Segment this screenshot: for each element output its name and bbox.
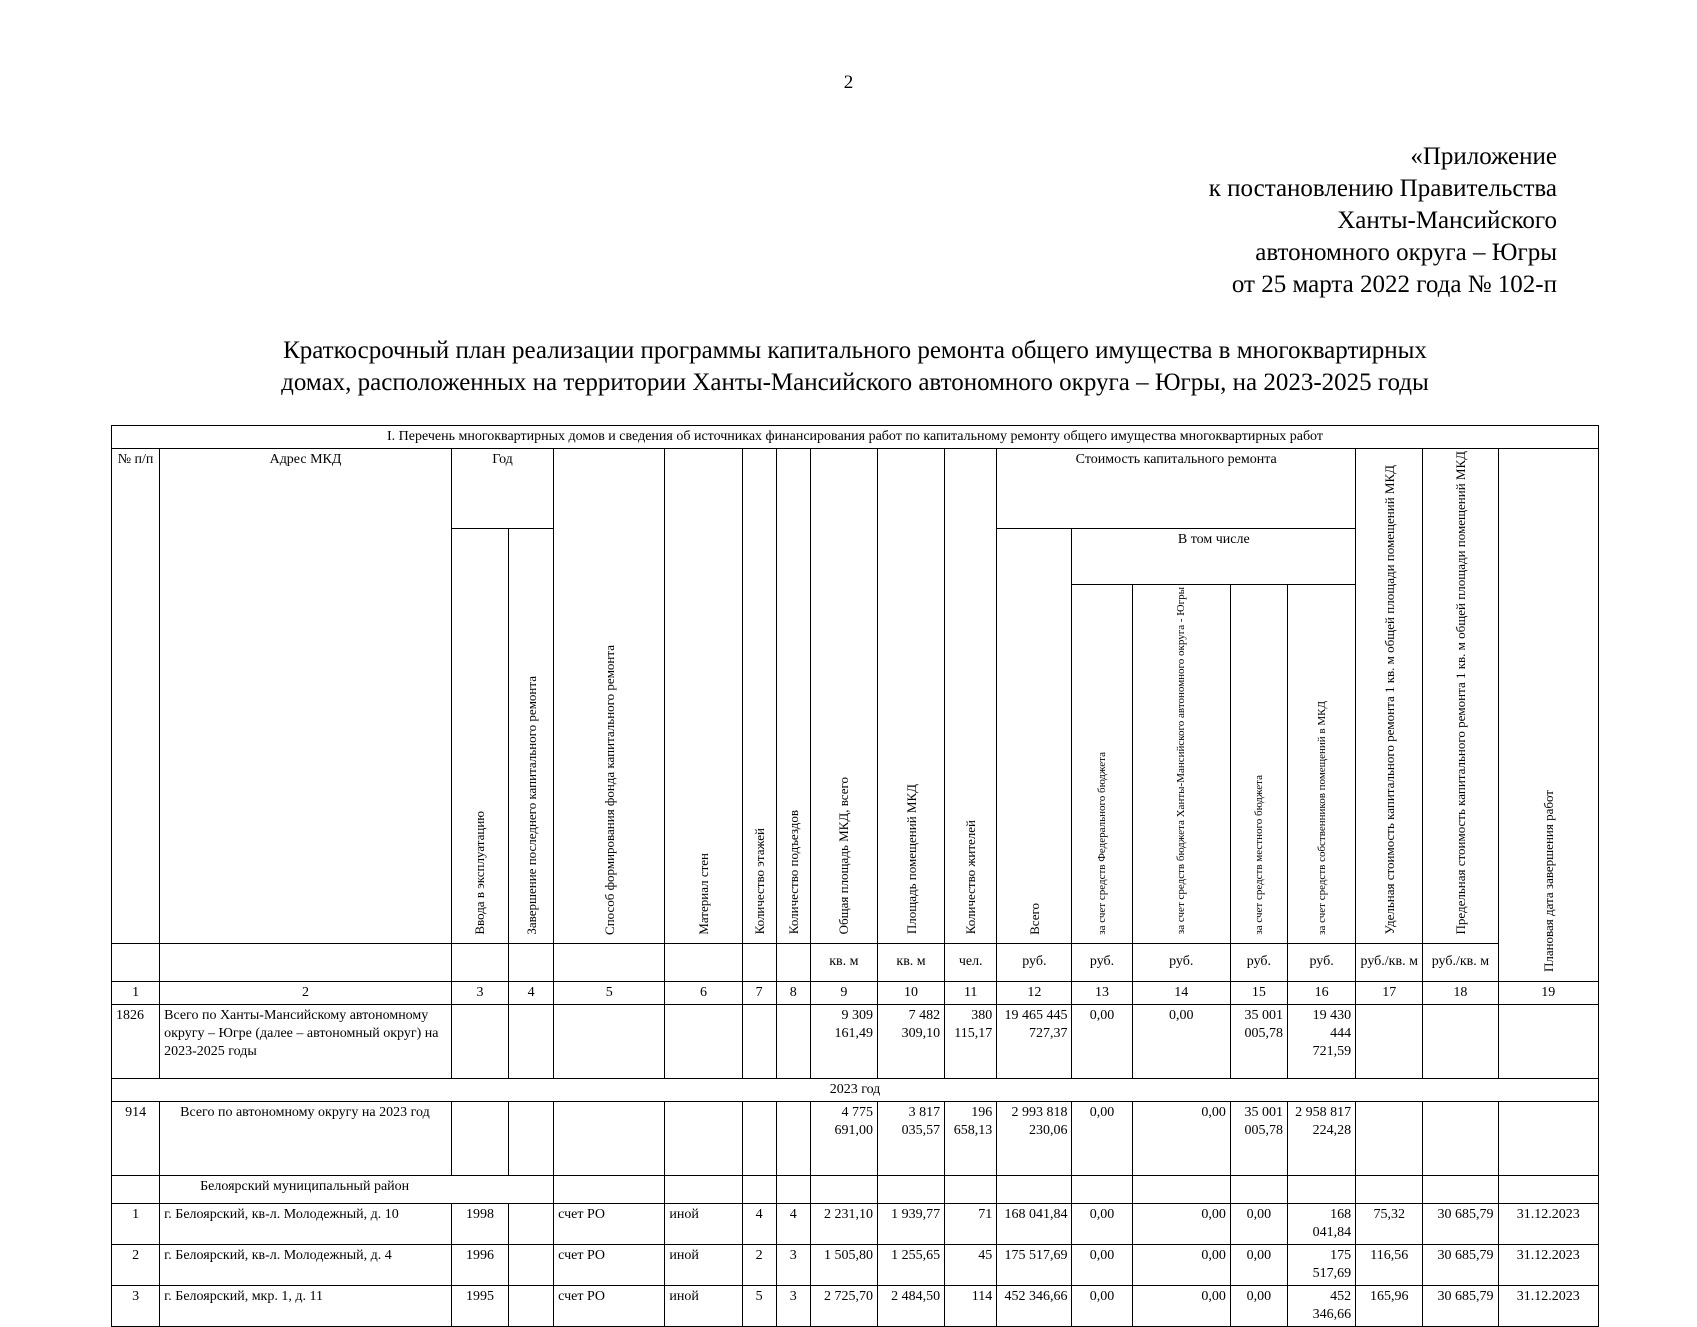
column-number: 16 bbox=[1287, 981, 1355, 1004]
cell-num: 2 bbox=[112, 1244, 160, 1285]
total-all-row bbox=[112, 1004, 1599, 1078]
cell-regional: 0,00 bbox=[1132, 1101, 1230, 1175]
cell-residents: 114 bbox=[945, 1285, 997, 1326]
cell-fund-method: счет РО bbox=[554, 1203, 665, 1244]
title-line: домах, расположенных на территории Ханты-Мансийского автономного округа – Югры, на 2023-2025 годы bbox=[281, 369, 1429, 396]
cell-fund-method: счет РО bbox=[554, 1285, 665, 1326]
unit-rub: руб. bbox=[1072, 943, 1132, 981]
header-fund-method: Способ формирования фонда капитального ремонта bbox=[554, 449, 665, 944]
cell-entrances: 3 bbox=[776, 1244, 810, 1285]
header-wall-material: Материал стен bbox=[665, 449, 742, 944]
cell-label: Всего по автономному округу на 2023 год bbox=[160, 1101, 452, 1175]
cell-premises-area: 1 939,77 bbox=[877, 1203, 944, 1244]
table-row bbox=[112, 1285, 1599, 1326]
cell-premises-area: 2 484,50 bbox=[877, 1285, 944, 1326]
unit-rub-per-sqm: руб./кв. м bbox=[1356, 943, 1423, 981]
cell-total-area: 1 505,80 bbox=[810, 1244, 877, 1285]
cell-cost-total: 19 465 445 727,37 bbox=[997, 1004, 1072, 1078]
cell-federal: 0,00 bbox=[1072, 1004, 1132, 1078]
unit-rub: руб. bbox=[1230, 943, 1287, 981]
cell-owners: 168 041,84 bbox=[1287, 1203, 1355, 1244]
year-heading: 2023 год bbox=[112, 1078, 1599, 1101]
cell-premises-area: 7 482 309,10 bbox=[877, 1004, 944, 1078]
cell-premises-area: 1 255,65 bbox=[877, 1244, 944, 1285]
header-address: Адрес МКД bbox=[160, 449, 452, 944]
cell-local: 35 001 005,78 bbox=[1230, 1004, 1287, 1078]
cell-address: г. Белоярский, кв-л. Молодежный, д. 4 bbox=[160, 1244, 452, 1285]
cell-owners: 19 430 444 721,59 bbox=[1287, 1004, 1355, 1078]
header-planned-date: Плановая дата завершения работ bbox=[1498, 449, 1598, 982]
column-number: 10 bbox=[877, 981, 944, 1004]
cell-year: 1998 bbox=[451, 1203, 508, 1244]
column-number: 14 bbox=[1132, 981, 1230, 1004]
total-2023-row bbox=[112, 1101, 1599, 1175]
cell-residents: 196 658,13 bbox=[945, 1101, 997, 1175]
cell-regional: 0,00 bbox=[1132, 1203, 1230, 1244]
cell-local: 0,00 bbox=[1230, 1285, 1287, 1326]
unit-rub: руб. bbox=[997, 943, 1072, 981]
cell-federal: 0,00 bbox=[1072, 1285, 1132, 1326]
cell-unit-cost: 165,96 bbox=[1356, 1285, 1423, 1326]
cell-num: 1 bbox=[112, 1203, 160, 1244]
column-numbers-row bbox=[112, 981, 1599, 1004]
cell-wall-material: иной bbox=[665, 1285, 742, 1326]
cell-planned-date: 31.12.2023 bbox=[1498, 1244, 1598, 1285]
header-entrances: Количество подъездов bbox=[776, 449, 810, 944]
unit-people: чел. bbox=[945, 943, 997, 981]
cell-label: Всего по Ханты-Мансийскому автономному округу – Югре (далее – автономный округ) на 2023-2025 годы bbox=[160, 1004, 452, 1078]
cell-total-area: 9 309 161,49 bbox=[810, 1004, 877, 1078]
column-number: 1 bbox=[112, 981, 160, 1004]
column-number: 7 bbox=[742, 981, 776, 1004]
cell-year: 1995 bbox=[451, 1285, 508, 1326]
header-regional: за счет средств бюджета Ханты-Мансийского автономного округа - Югры bbox=[1132, 585, 1230, 943]
cell-wall-material: иной bbox=[665, 1244, 742, 1285]
table-row bbox=[112, 1203, 1599, 1244]
appendix-header bbox=[1209, 141, 1557, 301]
appendix-line: от 25 марта 2022 года № 102-п bbox=[1231, 271, 1557, 298]
cell-residents: 71 bbox=[945, 1203, 997, 1244]
cell-local: 0,00 bbox=[1230, 1203, 1287, 1244]
column-number: 2 bbox=[160, 981, 452, 1004]
header-floors: Количество этажей bbox=[742, 449, 776, 944]
cell-local: 0,00 bbox=[1230, 1244, 1287, 1285]
district-row bbox=[112, 1175, 1599, 1203]
column-number: 6 bbox=[665, 981, 742, 1004]
page-number: 2 bbox=[843, 72, 854, 93]
cell-federal: 0,00 bbox=[1072, 1101, 1132, 1175]
unit-rub-per-sqm: руб./кв. м bbox=[1423, 943, 1498, 981]
cell-num: 914 bbox=[112, 1101, 160, 1175]
cell-total-area: 4 775 691,00 bbox=[810, 1101, 877, 1175]
cell-total-area: 2 725,70 bbox=[810, 1285, 877, 1326]
district-name: Белоярский муниципальный район bbox=[160, 1175, 554, 1203]
header-including: В том числе bbox=[1072, 529, 1356, 585]
header-residents: Количество жителей bbox=[945, 449, 997, 944]
cell-floors: 2 bbox=[742, 1244, 776, 1285]
header-num: № п/п bbox=[112, 449, 160, 944]
cell-unit-cost: 116,56 bbox=[1356, 1244, 1423, 1285]
cell-cost-total: 175 517,69 bbox=[997, 1244, 1072, 1285]
cell-cost-total: 2 993 818 230,06 bbox=[997, 1101, 1072, 1175]
header-cost-total: Всего bbox=[997, 529, 1072, 944]
cell-entrances: 4 bbox=[776, 1203, 810, 1244]
cell-max-cost: 30 685,79 bbox=[1423, 1285, 1498, 1326]
table-row bbox=[112, 1244, 1599, 1285]
title-line: Краткосрочный план реализации программы капитального ремонта общего имущества в многоквартирных bbox=[283, 337, 1427, 364]
cell-owners: 175 517,69 bbox=[1287, 1244, 1355, 1285]
cell-num: 1826 bbox=[112, 1004, 160, 1078]
cell-premises-area: 3 817 035,57 bbox=[877, 1101, 944, 1175]
column-number: 12 bbox=[997, 981, 1072, 1004]
cell-address: г. Белоярский, мкр. 1, д. 11 bbox=[160, 1285, 452, 1326]
unit-rub: руб. bbox=[1287, 943, 1355, 981]
appendix-line: к постановлению Правительства bbox=[1208, 175, 1557, 202]
cell-total-area: 2 231,10 bbox=[810, 1203, 877, 1244]
unit-area: кв. м bbox=[877, 943, 944, 981]
column-number: 3 bbox=[451, 981, 508, 1004]
header-unit-cost: Удельная стоимость капитального ремонта 1 кв. м общей площади помещений МКД bbox=[1356, 449, 1423, 944]
header-local: за счет средств местного бюджета bbox=[1230, 585, 1287, 943]
column-number: 18 bbox=[1423, 981, 1498, 1004]
cell-residents: 380 115,17 bbox=[945, 1004, 997, 1078]
cell-unit-cost: 75,32 bbox=[1356, 1203, 1423, 1244]
cell-federal: 0,00 bbox=[1072, 1244, 1132, 1285]
unit-area: кв. м bbox=[810, 943, 877, 981]
header-federal: за счет средств Федерального бюджета bbox=[1072, 585, 1132, 943]
cell-wall-material: иной bbox=[665, 1203, 742, 1244]
cell-num: 3 bbox=[112, 1285, 160, 1326]
column-number: 9 bbox=[810, 981, 877, 1004]
section-title: I. Перечень многоквартирных домов и сведения об источниках финансирования работ по капитальному ремонту общего имущества многоквартирных работ bbox=[112, 426, 1599, 449]
cell-planned-date: 31.12.2023 bbox=[1498, 1203, 1598, 1244]
header-max-cost: Предельная стоимость капитального ремонта 1 кв. м общей площади помещений МКД bbox=[1423, 449, 1498, 944]
cell-owners: 452 346,66 bbox=[1287, 1285, 1355, 1326]
cell-floors: 4 bbox=[742, 1203, 776, 1244]
column-number: 8 bbox=[776, 981, 810, 1004]
cell-fund-method: счет РО bbox=[554, 1244, 665, 1285]
header-owners: за счет средств собственников помещений в МКД bbox=[1287, 585, 1355, 943]
document-title bbox=[180, 335, 1530, 399]
column-number: 17 bbox=[1356, 981, 1423, 1004]
column-number: 13 bbox=[1072, 981, 1132, 1004]
cell-last-repair bbox=[509, 1244, 554, 1285]
cell-federal: 0,00 bbox=[1072, 1203, 1132, 1244]
cell-cost-total: 168 041,84 bbox=[997, 1203, 1072, 1244]
column-number: 5 bbox=[554, 981, 665, 1004]
cell-regional: 0,00 bbox=[1132, 1244, 1230, 1285]
column-number: 11 bbox=[945, 981, 997, 1004]
column-number: 19 bbox=[1498, 981, 1598, 1004]
header-year-commission: Ввода в эксплуатацию bbox=[451, 529, 508, 944]
header-premises-area: Площадь помещений МКД bbox=[877, 449, 944, 944]
cell-planned-date: 31.12.2023 bbox=[1498, 1285, 1598, 1326]
cell-entrances: 3 bbox=[776, 1285, 810, 1326]
appendix-line: Ханты-Мансийского bbox=[1337, 207, 1557, 234]
cell-last-repair bbox=[509, 1285, 554, 1326]
cell-max-cost: 30 685,79 bbox=[1423, 1203, 1498, 1244]
header-cost: Стоимость капитального ремонта bbox=[997, 449, 1356, 529]
appendix-line: автономного округа – Югры bbox=[1255, 239, 1557, 266]
cell-regional: 0,00 bbox=[1132, 1004, 1230, 1078]
cell-owners: 2 958 817 224,28 bbox=[1287, 1101, 1355, 1175]
column-number: 15 bbox=[1230, 981, 1287, 1004]
appendix-line: «Приложение bbox=[1410, 143, 1557, 170]
header-year: Год bbox=[451, 449, 553, 529]
header-year-last-repair: Завершение последнего капитального ремонта bbox=[509, 529, 554, 944]
unit-rub: руб. bbox=[1132, 943, 1230, 981]
cell-last-repair bbox=[509, 1203, 554, 1244]
cell-floors: 5 bbox=[742, 1285, 776, 1326]
header-total-area: Общая площадь МКД, всего bbox=[810, 449, 877, 944]
repair-plan-table bbox=[111, 425, 1599, 1327]
cell-max-cost: 30 685,79 bbox=[1423, 1244, 1498, 1285]
cell-address: г. Белоярский, кв-л. Молодежный, д. 10 bbox=[160, 1203, 452, 1244]
cell-cost-total: 452 346,66 bbox=[997, 1285, 1072, 1326]
cell-regional: 0,00 bbox=[1132, 1285, 1230, 1326]
cell-year: 1996 bbox=[451, 1244, 508, 1285]
cell-residents: 45 bbox=[945, 1244, 997, 1285]
cell-local: 35 001 005,78 bbox=[1230, 1101, 1287, 1175]
column-number: 4 bbox=[509, 981, 554, 1004]
